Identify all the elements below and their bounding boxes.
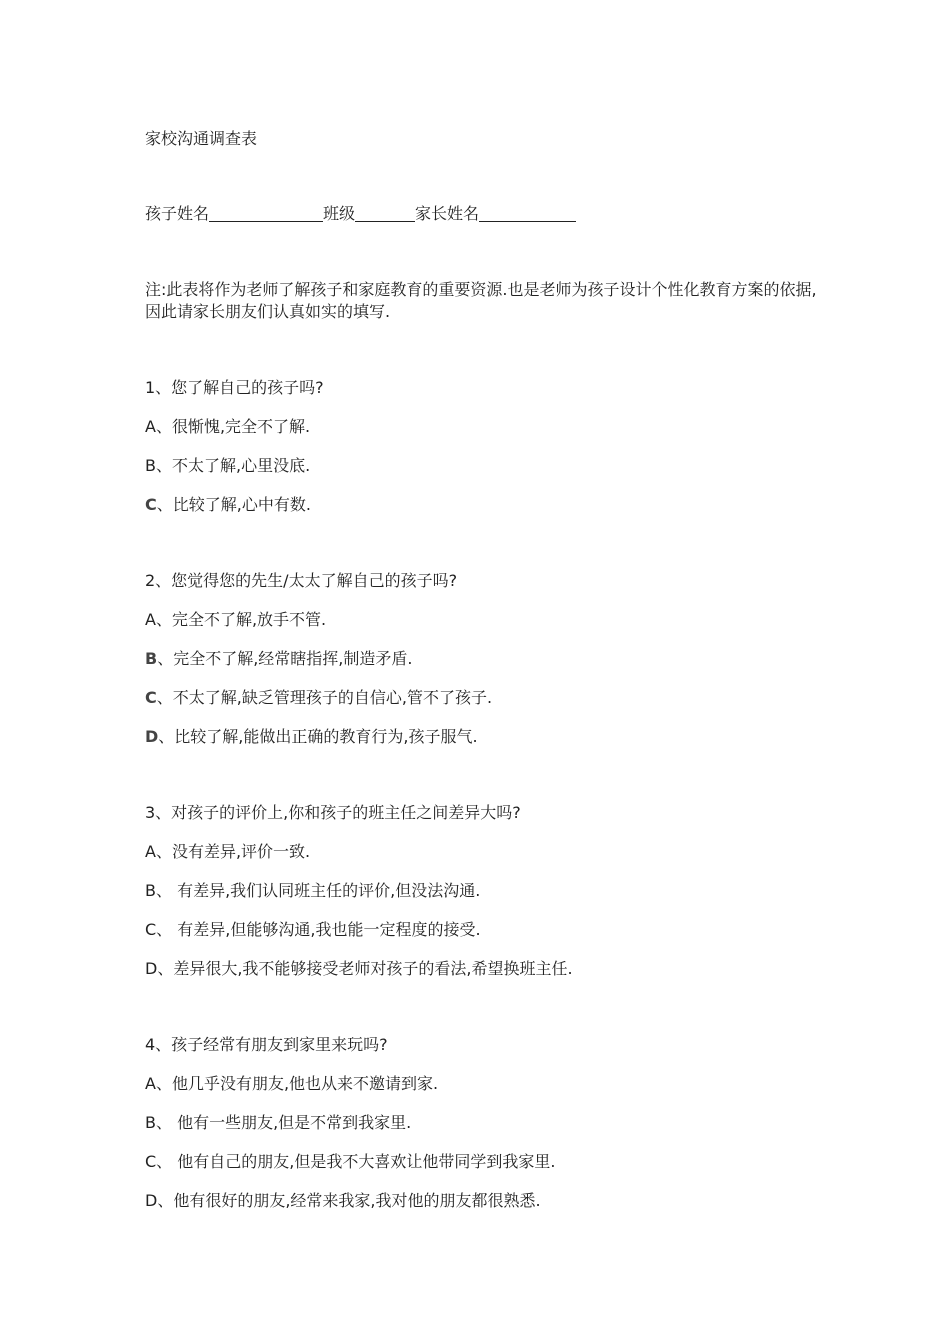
q4-option-c[interactable]: C、 他有自己的朋友,但是我不大喜欢让他带同学到我家里. — [145, 1152, 556, 1171]
q3-option-b[interactable]: B、 有差异,我们认同班主任的评价,但没法沟通. — [145, 881, 481, 900]
q1-option-c[interactable]: C、比较了解,心中有数. — [145, 495, 311, 514]
question-4: 4、孩子经常有朋友到家里来玩吗? — [145, 1035, 388, 1054]
child-name-label: 孩子姓名 — [145, 204, 210, 223]
parent-name-label: 家长姓名 — [415, 204, 480, 223]
parent-name-blank[interactable] — [479, 203, 576, 222]
child-name-blank[interactable] — [209, 203, 323, 222]
class-blank[interactable] — [355, 203, 415, 222]
class-label: 班级 — [323, 204, 356, 223]
q2-option-d[interactable]: D、比较了解,能做出正确的教育行为,孩子服气. — [145, 727, 478, 746]
q2-option-c[interactable]: C、不太了解,缺乏管理孩子的自信心,管不了孩子. — [145, 688, 493, 707]
q4-option-b[interactable]: B、 他有一些朋友,但是不常到我家里. — [145, 1113, 412, 1132]
q2-option-b[interactable]: B、完全不了解,经常瞎指挥,制造矛盾. — [145, 649, 413, 668]
info-line — [145, 203, 576, 225]
q2-option-a[interactable]: A、完全不了解,放手不管. — [145, 610, 327, 629]
question-3: 3、对孩子的评价上,你和孩子的班主任之间差异大吗? — [145, 803, 521, 822]
question-1: 1、您了解自己的孩子吗? — [145, 378, 324, 397]
document-title: 家校沟通调查表 — [145, 129, 258, 148]
q4-option-d[interactable]: D、他有很好的朋友,经常来我家,我对他的朋友都很熟悉. — [145, 1191, 541, 1210]
q3-option-d[interactable]: D、差异很大,我不能够接受老师对孩子的看法,希望换班主任. — [145, 959, 573, 978]
q1-option-b[interactable]: B、不太了解,心里没底. — [145, 456, 311, 475]
q1-option-a[interactable]: A、很惭愧,完全不了解. — [145, 417, 311, 436]
note-paragraph: 注:此表将作为老师了解孩子和家庭教育的重要资源.也是老师为孩子设计个性化教育方案的依据,因此请家长朋友们认真如实的填写. — [145, 280, 817, 321]
q4-option-a[interactable]: A、他几乎没有朋友,他也从来不邀请到家. — [145, 1074, 439, 1093]
q3-option-a[interactable]: A、没有差异,评价一致. — [145, 842, 311, 861]
q3-option-c[interactable]: C、 有差异,但能够沟通,我也能一定程度的接受. — [145, 920, 481, 939]
question-2: 2、您觉得您的先生/太太了解自己的孩子吗? — [145, 571, 458, 590]
